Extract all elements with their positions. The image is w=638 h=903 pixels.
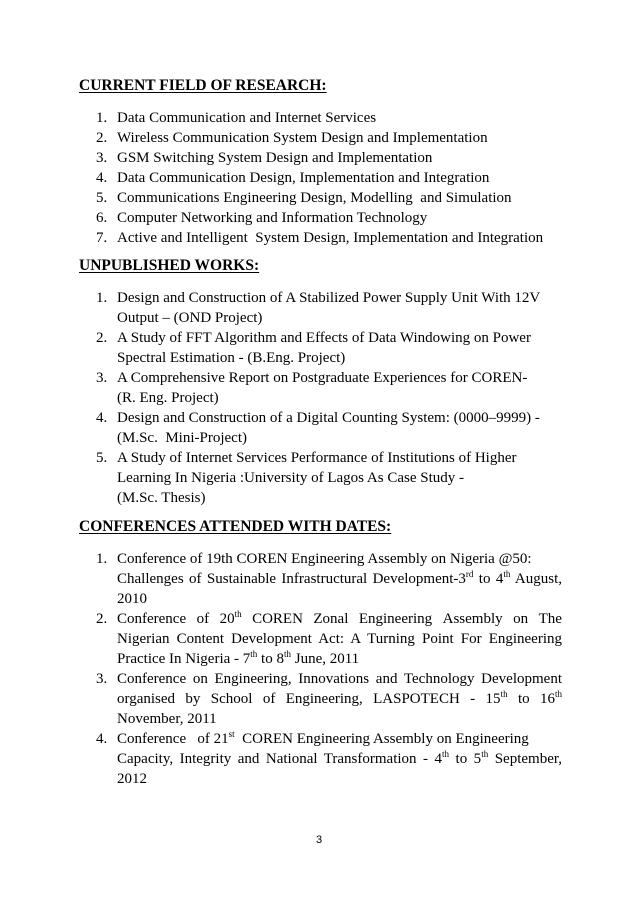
item-text: A Study of Internet Services Performance of Institutions of Higher	[117, 450, 517, 466]
item-number: 3.	[96, 370, 108, 386]
item-text-continued: (M.Sc. Thesis)	[117, 490, 206, 506]
item-text-continued: Challenges of Sustainable Infrastructural Development-3rd to 4th August,	[117, 569, 562, 587]
list-item	[79, 168, 562, 188]
list-item	[79, 288, 562, 328]
list-item	[79, 128, 562, 148]
list-item	[79, 669, 562, 729]
item-text: Computer Networking and Information Technology	[117, 210, 428, 226]
item-text: Active and Intelligent System Design, Implementation and Integration	[117, 230, 544, 246]
item-number: 4.	[96, 170, 108, 186]
item-text: Data Communication Design, Implementation and Integration	[117, 170, 490, 186]
item-number: 1.	[96, 290, 108, 306]
item-number: 5.	[96, 190, 108, 206]
item-number: 1.	[96, 551, 108, 567]
item-number: 1.	[96, 110, 108, 126]
item-text: GSM Switching System Design and Implementation	[117, 150, 433, 166]
item-text: Communications Engineering Design, Modelling and Simulation	[117, 190, 512, 206]
list-item	[79, 328, 562, 368]
list-item	[79, 408, 562, 448]
item-text: Conference of 20th COREN Zonal Engineering Assembly on The	[117, 609, 562, 627]
item-text-continued: Nigerian Content Development Act: A Turning Point For Engineering	[117, 631, 562, 647]
item-text: Design and Construction of A Stabilized Power Supply Unit With 12V	[117, 290, 541, 306]
item-text-continued: 2010	[117, 591, 147, 607]
research-list	[79, 108, 562, 248]
list-item	[79, 228, 562, 248]
item-text: Data Communication and Internet Services	[117, 110, 377, 126]
list-item	[79, 448, 562, 508]
item-text: A Comprehensive Report on Postgraduate Experiences for COREN-	[117, 370, 528, 386]
item-text: Conference of 19th COREN Engineering Assembly on Nigeria @50:	[117, 551, 532, 567]
item-text-continued: organised by School of Engineering, LASPOTECH - 15th to 16th	[117, 689, 563, 707]
item-number: 4.	[96, 410, 108, 426]
list-item	[79, 368, 562, 408]
item-number: 5.	[96, 450, 108, 466]
item-text: Conference of 21st COREN Engineering Assembly on Engineering	[117, 729, 529, 747]
list-item	[79, 729, 562, 789]
conferences-heading: CONFERENCES ATTENDED WITH DATES:	[79, 518, 392, 535]
list-item	[79, 609, 562, 669]
item-text-continued: (R. Eng. Project)	[117, 390, 219, 406]
research-heading: CURRENT FIELD OF RESEARCH:	[79, 77, 327, 94]
item-text-continued: 2012	[117, 771, 147, 787]
item-text-continued: November, 2011	[117, 711, 217, 727]
list-item	[79, 108, 562, 128]
list-item	[79, 148, 562, 168]
item-text: A Study of FFT Algorithm and Effects of Data Windowing on Power	[117, 330, 531, 346]
item-text-continued: Practice In Nigeria - 7th to 8th June, 2011	[117, 649, 360, 667]
item-number: 3.	[96, 671, 108, 687]
list-item	[79, 208, 562, 228]
page-number: 3	[315, 834, 323, 846]
item-number: 7.	[96, 230, 108, 246]
item-text-continued: (M.Sc. Mini-Project)	[117, 430, 247, 446]
item-number: 2.	[96, 611, 108, 627]
list-item	[79, 549, 562, 609]
item-number: 2.	[96, 330, 108, 346]
item-text-continued: Output – (OND Project)	[117, 310, 263, 326]
item-text: Design and Construction of a Digital Counting System: (0000–9999) -	[117, 410, 540, 426]
item-number: 3.	[96, 150, 108, 166]
conferences-list	[79, 549, 562, 789]
item-number: 4.	[96, 731, 108, 747]
item-text: Conference on Engineering, Innovations and Technology Development	[117, 671, 562, 687]
unpublished-list	[79, 288, 562, 508]
item-text-continued: Learning In Nigeria :University of Lagos As Case Study -	[117, 470, 465, 486]
item-number: 6.	[96, 210, 108, 226]
list-item	[79, 188, 562, 208]
item-text-continued: Capacity, Integrity and National Transformation - 4th to 5th September,	[117, 749, 562, 767]
item-text-continued: Spectral Estimation - (B.Eng. Project)	[117, 350, 346, 366]
item-number: 2.	[96, 130, 108, 146]
unpublished-heading: UNPUBLISHED WORKS:	[79, 257, 260, 274]
item-text: Wireless Communication System Design and Implementation	[117, 130, 488, 146]
